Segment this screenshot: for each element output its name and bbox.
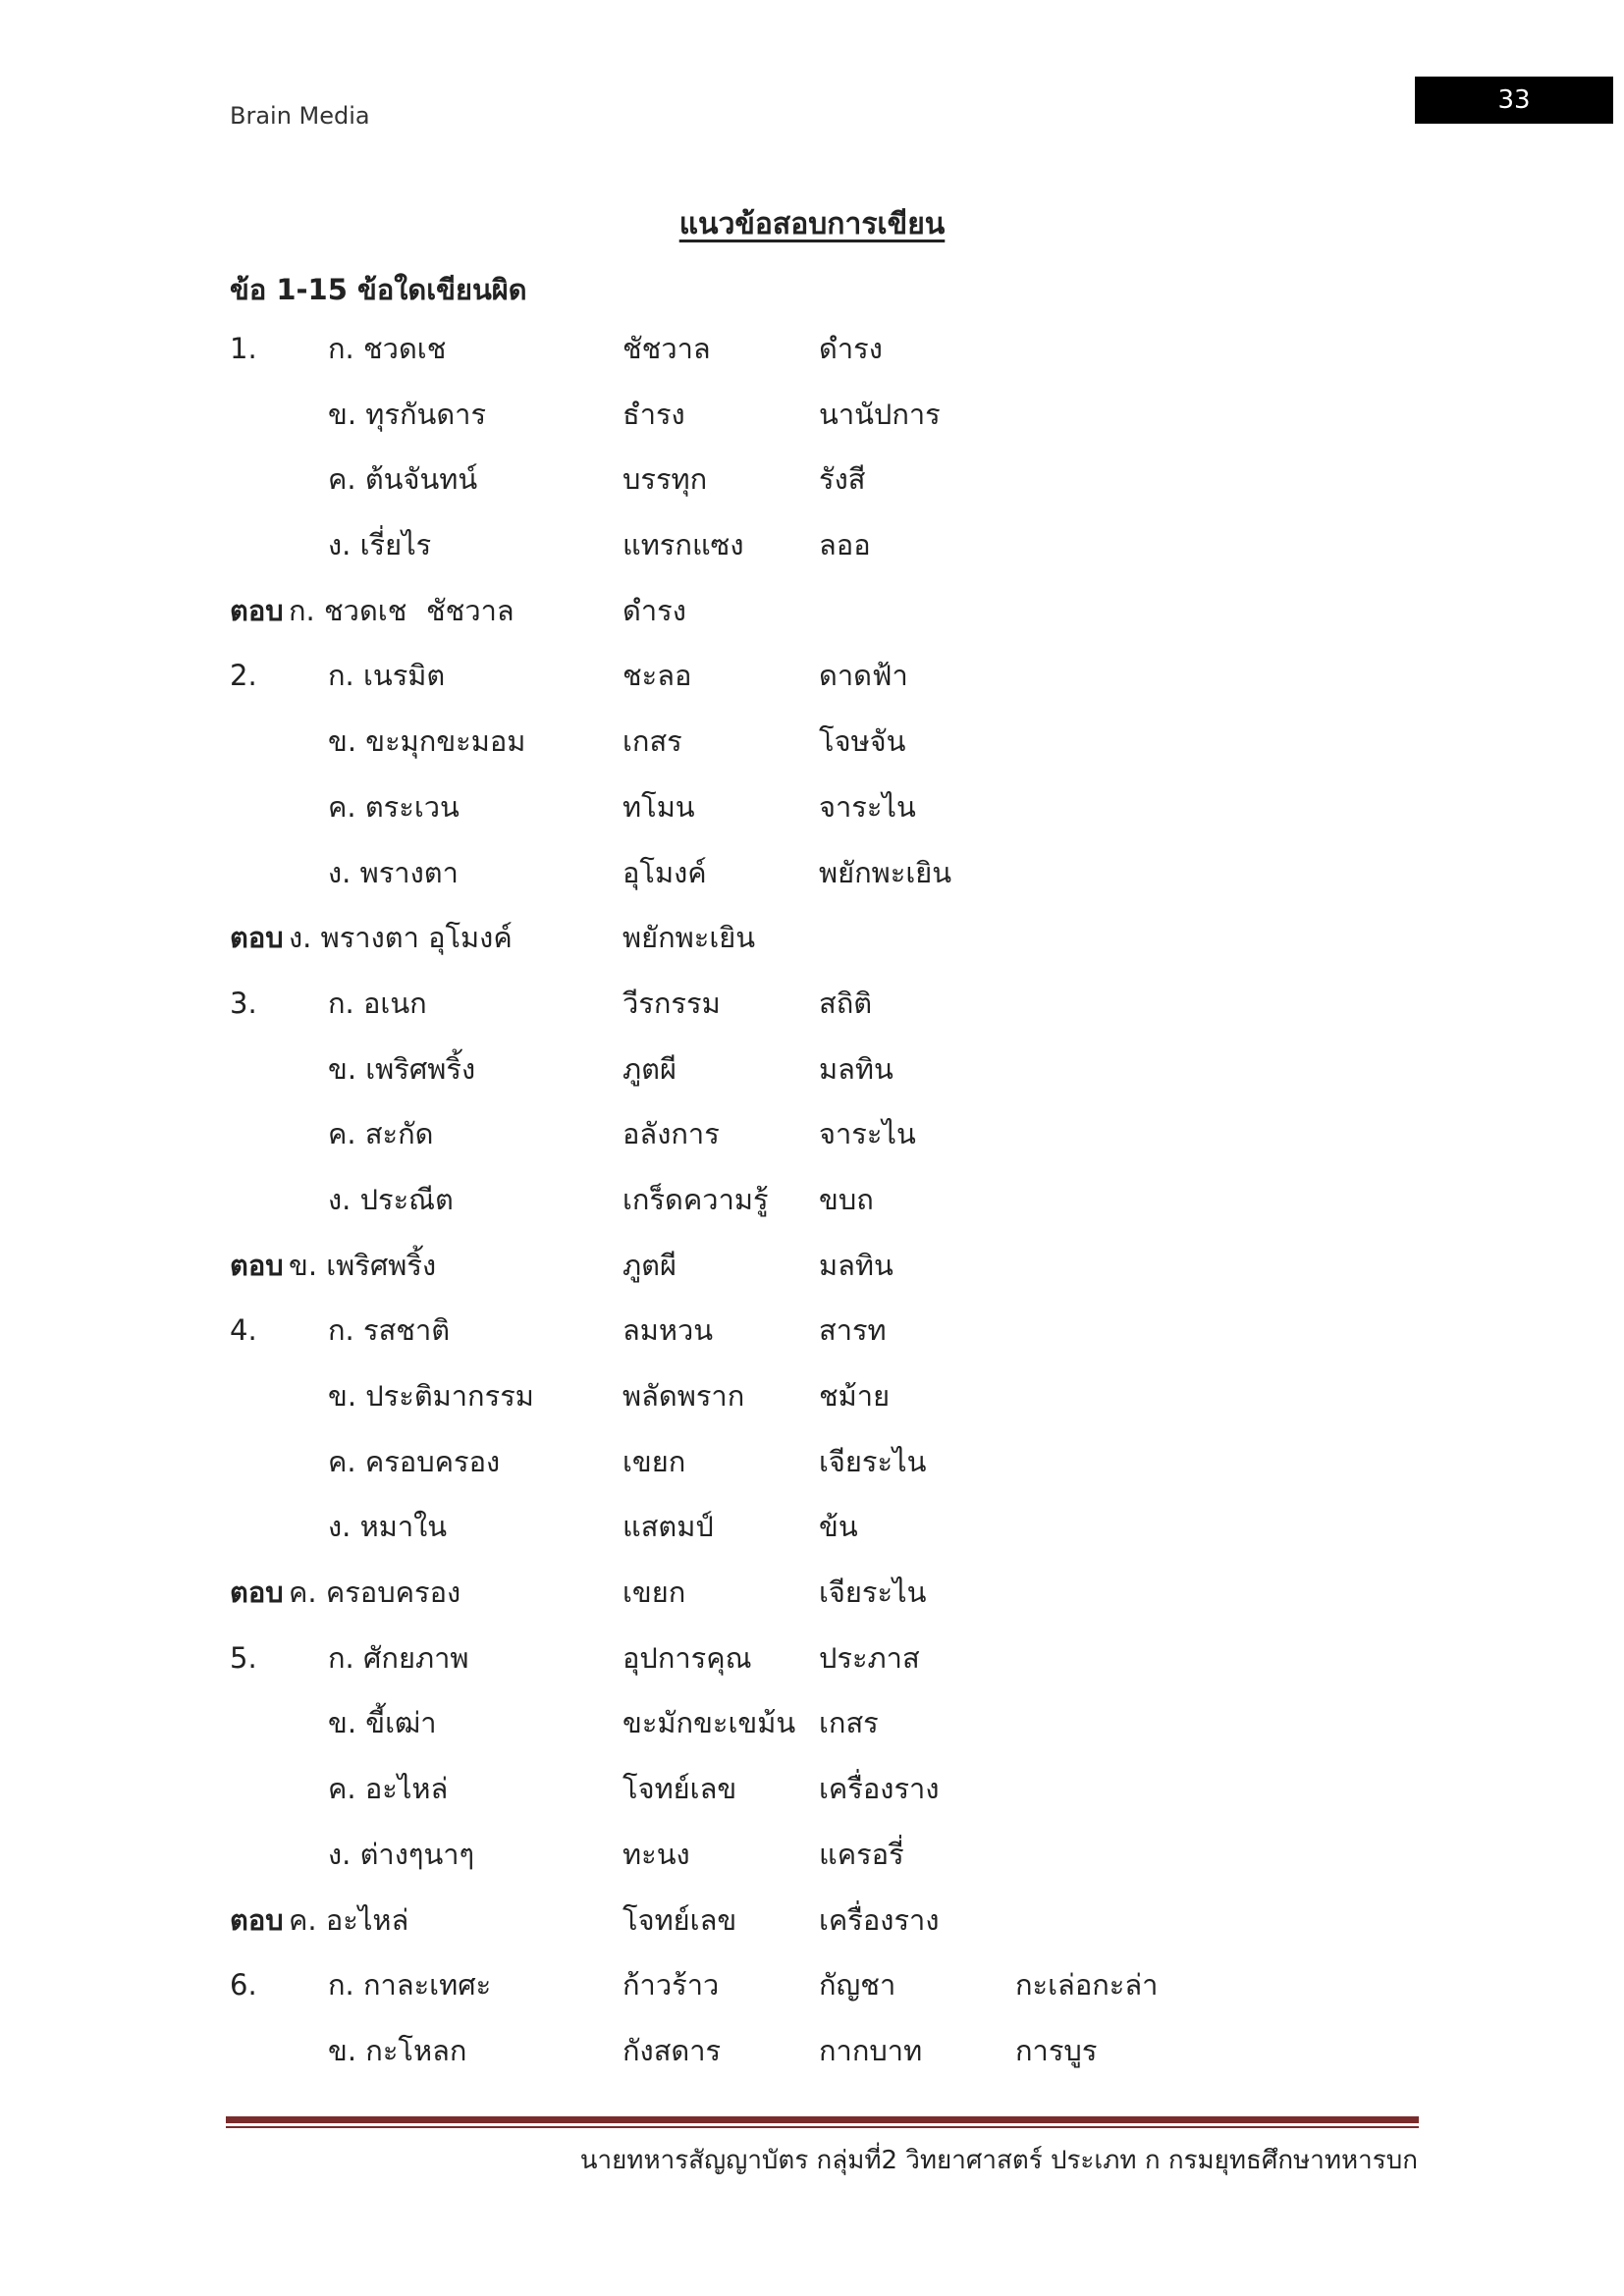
choice-row bbox=[230, 1633, 1457, 1699]
choice-text: เกสร bbox=[819, 1706, 879, 1740]
choice-text: ขบถ bbox=[819, 1182, 874, 1216]
choice-row bbox=[230, 1698, 1457, 1764]
choice-row bbox=[230, 1306, 1457, 1371]
choice-text: โจทย์เลข bbox=[623, 1902, 737, 1937]
choice-text: ค. ครอบครอง bbox=[289, 1575, 461, 1610]
choice-text: พลัดพราก bbox=[623, 1379, 745, 1413]
choice-text: ข. เพริศพริ้ง bbox=[328, 1051, 476, 1086]
choice-text: สารท bbox=[819, 1313, 887, 1348]
choice-row bbox=[230, 1830, 1457, 1896]
choice-text: ข. กะโหลก bbox=[328, 2033, 467, 2067]
question-number: 6. bbox=[230, 1968, 257, 2002]
choice-row bbox=[230, 520, 1457, 586]
choice-text: ข. ขะมุกขะมอม bbox=[328, 724, 526, 759]
choice-text: ก. ชวดเช bbox=[328, 332, 447, 365]
answer-label: ตอบ bbox=[230, 921, 284, 955]
choice-row bbox=[230, 717, 1457, 782]
choice-text: กัญชา bbox=[819, 1968, 896, 2002]
choice-text: ก. เนรมิต bbox=[328, 659, 446, 693]
choice-text: ประภาส bbox=[819, 1640, 920, 1675]
choice-text: เครื่องราง bbox=[819, 1772, 940, 1806]
choice-text: ค. อะไหล่ bbox=[289, 1902, 409, 1937]
page-number-badge: 33 bbox=[1415, 77, 1613, 124]
choice-text: เจียระไน bbox=[819, 1444, 927, 1478]
choice-text: อลังการ bbox=[623, 1117, 720, 1151]
choice-text: ภูตผี bbox=[623, 1248, 677, 1282]
choice-row bbox=[230, 782, 1457, 848]
choice-text: ก. ชวดเช bbox=[289, 593, 407, 627]
choice-text: แครอรี่ bbox=[819, 1837, 904, 1871]
choice-row bbox=[230, 1109, 1457, 1175]
choice-text: ชะลอ bbox=[623, 659, 692, 693]
choice-text: อุปการคุณ bbox=[623, 1640, 752, 1675]
choice-text: ค. อะไหล่ bbox=[328, 1772, 449, 1806]
choice-row bbox=[230, 1502, 1457, 1568]
answer-label: ตอบ bbox=[230, 1902, 284, 1937]
choice-row bbox=[230, 979, 1457, 1044]
choice-text: กะเล่อกะล่า bbox=[1015, 1968, 1159, 2002]
choice-row bbox=[230, 1764, 1457, 1830]
choice-text: กากบาท bbox=[819, 2033, 923, 2067]
question-number: 5. bbox=[230, 1640, 257, 1675]
answer-row bbox=[230, 586, 1457, 652]
choice-row bbox=[230, 390, 1457, 455]
choice-text: โจทย์เลข bbox=[623, 1772, 737, 1806]
choice-text: ธำรง bbox=[623, 397, 685, 431]
choice-text: เขยก bbox=[623, 1444, 686, 1478]
choice-row bbox=[230, 324, 1457, 390]
question-number: 4. bbox=[230, 1313, 257, 1348]
choice-text: มลทิน bbox=[819, 1248, 893, 1282]
choice-text: นานัปการ bbox=[819, 397, 941, 431]
choice-text: บรรทุก bbox=[623, 462, 708, 497]
choice-row bbox=[230, 1044, 1457, 1110]
choice-text: ง. ต่างๆนาๆ bbox=[328, 1837, 475, 1871]
answer-row bbox=[230, 1568, 1457, 1633]
choice-text: ง. หมาใน bbox=[328, 1510, 448, 1544]
question-number: 2. bbox=[230, 659, 257, 693]
answer-label: ตอบ bbox=[230, 1575, 284, 1610]
choice-text: ภูตผี bbox=[623, 1051, 677, 1086]
choice-text: ข้น bbox=[819, 1510, 858, 1544]
choice-text: เกสร bbox=[623, 724, 682, 759]
choice-text: กังสดาร bbox=[623, 2033, 722, 2067]
choice-text: ง. พรางตา อุโมงค์ bbox=[289, 921, 513, 955]
choice-text: มลทิน bbox=[819, 1051, 893, 1086]
choice-text: ก. รสชาติ bbox=[328, 1313, 451, 1348]
choice-text: ชัชวาล bbox=[623, 332, 711, 365]
choice-text: ก้าวร้าว bbox=[623, 1968, 720, 2002]
choice-row bbox=[230, 1371, 1457, 1437]
answer-row bbox=[230, 1896, 1457, 1961]
choice-text: การบูร bbox=[1015, 2033, 1098, 2067]
choice-text: จาระไน bbox=[819, 1117, 916, 1151]
choice-row bbox=[230, 848, 1457, 914]
choice-text: เครื่องราง bbox=[819, 1902, 940, 1937]
choice-text: แทรกแซง bbox=[623, 528, 744, 562]
choice-text: ทะนง bbox=[623, 1837, 690, 1871]
choice-text: ง. พรางตา bbox=[328, 855, 459, 889]
answer-row bbox=[230, 1241, 1457, 1307]
choice-text: ข. ขี้เฒ่า bbox=[328, 1706, 437, 1740]
choice-text: ก. ศักยภาพ bbox=[328, 1640, 469, 1675]
choice-text: เขยก bbox=[623, 1575, 686, 1610]
choice-text: สถิติ bbox=[819, 986, 873, 1020]
answer-label: ตอบ bbox=[230, 1248, 284, 1282]
choice-text: ก. กาละเทศะ bbox=[328, 1968, 492, 2002]
choice-row bbox=[230, 1960, 1457, 2026]
choice-text: วีรกรรม bbox=[623, 986, 721, 1020]
answer-label: ตอบ bbox=[230, 593, 284, 627]
answer-row bbox=[230, 913, 1457, 979]
question-list bbox=[230, 324, 1457, 2092]
choice-text: แสตมป์ bbox=[623, 1510, 714, 1544]
choice-text: เกร็ดความรู้ bbox=[623, 1182, 769, 1216]
choice-text: ชม้าย bbox=[819, 1379, 891, 1413]
choice-row bbox=[230, 1437, 1457, 1503]
choice-text: ดาดฟ้า bbox=[819, 659, 908, 693]
choice-text: ข. ทุรกันดาร bbox=[328, 397, 487, 431]
choice-text: ลมหวน bbox=[623, 1313, 714, 1348]
choice-text: ค. ต้นจันทน์ bbox=[328, 462, 478, 497]
question-number: 3. bbox=[230, 986, 257, 1020]
choice-text: โจษจัน bbox=[819, 724, 906, 759]
choice-text: ก. อเนก bbox=[328, 986, 427, 1020]
choice-text: ง. เรี่ยไร bbox=[328, 528, 432, 562]
choice-text: รังสี bbox=[819, 462, 866, 497]
choice-text: ทโมน bbox=[623, 789, 695, 824]
footer-divider-thin bbox=[226, 2126, 1419, 2128]
section-heading: ข้อ 1-15 ข้อใดเขียนผิด bbox=[230, 273, 527, 306]
choice-text: ง. ประณีต bbox=[328, 1182, 454, 1216]
choice-text: จาระไน bbox=[819, 789, 916, 824]
choice-text: ค. สะกัด bbox=[328, 1117, 434, 1151]
choice-text: ข. ประติมากรรม bbox=[328, 1379, 534, 1413]
choice-text: พยักพะเยิน bbox=[819, 855, 952, 889]
choice-text: เจียระไน bbox=[819, 1575, 927, 1610]
choice-text: ค. ครอบครอง bbox=[328, 1444, 501, 1478]
choice-row bbox=[230, 2026, 1457, 2092]
choice-text: ลออ bbox=[819, 528, 871, 562]
choice-row bbox=[230, 454, 1457, 520]
choice-text: ค. ตระเวน bbox=[328, 789, 460, 824]
question-number: 1. bbox=[230, 332, 257, 365]
choice-text: ดำรง bbox=[819, 332, 883, 365]
choice-text: ขะมักขะเขม้น bbox=[623, 1706, 796, 1740]
choice-text: ข. เพริศพริ้ง bbox=[289, 1248, 437, 1282]
choice-text: ดำรง bbox=[623, 593, 686, 627]
footer-text: นายทหารสัญญาบัตร กลุ่มที่2 วิทยาศาสตร์ ประเภท ก กรมยุทธศึกษาทหารบก bbox=[579, 2146, 1418, 2175]
choice-row bbox=[230, 651, 1457, 717]
choice-text: พยักพะเยิน bbox=[623, 921, 756, 955]
page-title: แนวข้อสอบการเขียน bbox=[678, 207, 946, 241]
brand-name: Brain Media bbox=[230, 102, 370, 130]
choice-text: ชัชวาล bbox=[426, 593, 514, 627]
footer-divider bbox=[226, 2116, 1419, 2123]
choice-text: อุโมงค์ bbox=[623, 855, 707, 889]
choice-row bbox=[230, 1175, 1457, 1241]
